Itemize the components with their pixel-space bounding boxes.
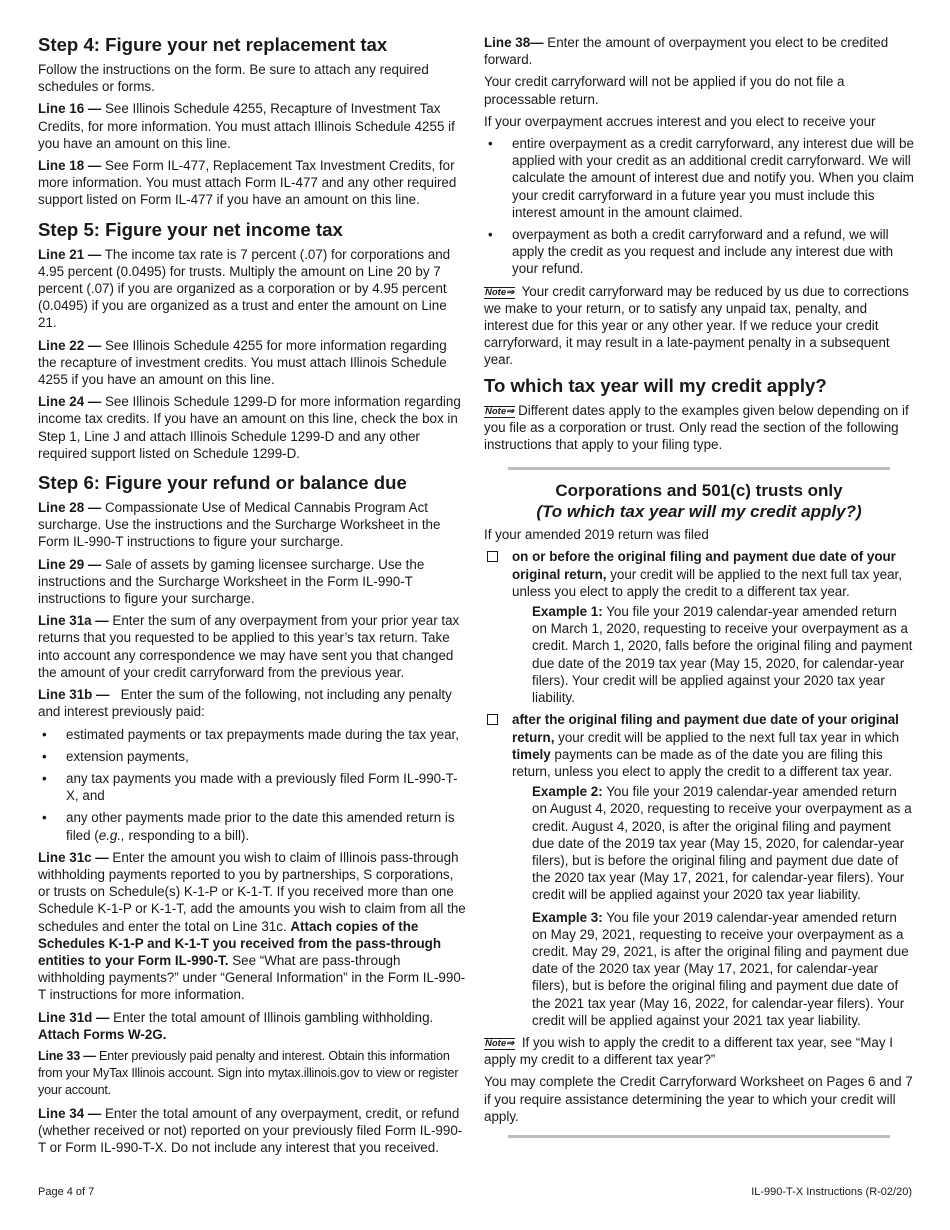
line34-text: Enter the total amount of any overpayment, credit, or refund (whether received or not) reported on your previously filed Form IL-990-T or Form IL-990-T-X. Do not include any interest that you received.	[38, 1105, 463, 1155]
line31d-label: Line 31d —	[38, 1009, 110, 1025]
note-label: Note	[485, 1037, 507, 1049]
step5-heading: Step 5: Figure your net income tax	[38, 218, 343, 240]
note3-paragraph	[484, 1034, 914, 1068]
line34-paragraph	[38, 1105, 466, 1157]
example1-text: You file your 2019 calendar-year amended return on March 1, 2020, requesting to receive your overpayment as a credit. March 1, 2020, falls before the original filing and payment due date of the 2019 tax year (May 15, 2020, for calendar-year filers). Your credit will be applied against your 2020 tax year liability.	[532, 604, 913, 706]
line31c-bold: Attach copies of the Schedules K-1-P and K-1-T you received from the pass-through entities to your Form IL-990-T.	[38, 918, 442, 968]
note2-paragraph	[484, 402, 914, 454]
line24-paragraph	[38, 393, 466, 462]
example2-text: You file your 2019 calendar-year amended return on August 4, 2020, requesting to receive your overpayment as a credit. August 4, 2020, is after the original filing and payment due date of the 2019 tax year (May 15, 2020, for calendar-year filers), but is before the original filing and payment due date of the 2020 tax year (May 17, 2021, for calendar-year filers). Your credit will be applied against your 2020 tax year liability.	[532, 784, 912, 903]
interest-list	[484, 135, 914, 278]
line29-text: Sale of assets by gaming licensee surcharge. Use the instructions and the Surcharge Worksheet in the Form IL-990-T instructions to figure your surcharge.	[38, 556, 425, 607]
line31a-paragraph	[38, 612, 466, 681]
page-number: Page 4 of 7	[38, 1186, 95, 1198]
line22-label: Line 22 —	[38, 337, 102, 353]
example1-label: Example 1:	[532, 604, 603, 620]
line21-paragraph	[38, 246, 466, 332]
line16-paragraph	[38, 100, 466, 152]
line29-label: Line 29 —	[38, 556, 102, 572]
list-item	[484, 548, 914, 706]
line31a-label: Line 31a —	[38, 613, 109, 629]
option1-bold: on or before the original filing and payment due date of your original return,	[512, 549, 896, 582]
line38-paragraph	[484, 34, 914, 68]
interest-intro: If your overpayment accrues interest and you elect to receive your	[484, 113, 876, 129]
list-item: • estimated payments or tax prepayments made during the tax year,	[38, 726, 466, 743]
line31d-text: Enter the total amount of Illinois gambling withholding.	[109, 1009, 434, 1025]
which-year-heading: To which tax year will my credit apply?	[484, 374, 827, 396]
step4-intro: Follow the instructions on the form. Be sure to attach any required schedules or forms.	[38, 62, 429, 95]
line18-text: See Form IL-477, Replacement Tax Investment Credits, for more information. You must attach Form IL-477 and any other required support listed on Form IL-477 if you have an amount on this line.	[38, 158, 457, 208]
example-2	[532, 783, 914, 903]
section-divider-bottom	[508, 1135, 890, 1138]
example-1	[532, 603, 914, 706]
filing-options	[484, 548, 914, 1028]
section-subtitle: (To which tax year will my credit apply?)	[536, 502, 862, 522]
line21-label: Line 21 —	[38, 246, 102, 262]
line38-text: Enter the amount of overpayment you elect to be credited forward.	[484, 35, 889, 68]
line31c-label: Line 31c —	[38, 849, 109, 865]
line16-label: Line 16 —	[38, 101, 102, 117]
note2-text: Different dates apply to the examples given below depending on if you file as a corporation or trust. Only read the section of the following instructions that apply to your filing type.	[484, 402, 909, 453]
checkbox-icon	[487, 714, 498, 725]
line34-label: Line 34 —	[38, 1105, 102, 1121]
line31b-label: Line 31b —	[38, 687, 110, 703]
list-item: • overpayment as both a credit carryforward and a refund, we will apply the credit as you request and include any interest due with your refund.	[484, 226, 914, 278]
line31b-list	[38, 726, 466, 844]
filed-intro: If your amended 2019 return was filed	[484, 527, 709, 543]
option2-text: your credit will be applied to the next full tax year in which	[554, 729, 900, 745]
note-label: Note	[485, 405, 507, 417]
line18-paragraph	[38, 157, 466, 209]
right-column	[484, 34, 914, 1138]
section-divider-top	[508, 467, 890, 470]
option2-bold: after the original filing and payment due date of your original return,	[512, 712, 899, 745]
checkbox-icon	[487, 551, 498, 562]
example2-label: Example 2:	[532, 784, 603, 800]
note-icon: Note⇒	[485, 405, 515, 417]
form-identifier: IL-990-T-X Instructions (R-02/20)	[751, 1186, 912, 1198]
line33-paragraph	[38, 1048, 466, 1100]
section-title: Corporations and 501(c) trusts only	[555, 481, 843, 501]
example3-label: Example 3:	[532, 909, 603, 925]
line33-label: Line 33 —	[38, 1048, 96, 1063]
note-icon: Note⇒	[485, 286, 515, 298]
option1-text: your credit will be applied to the next full tax year, unless you elect to apply the credit to a different tax year.	[512, 566, 902, 599]
bullet4-text-end: responding to a bill).	[124, 827, 250, 843]
note-icon: Note⇒	[485, 1037, 515, 1049]
step6-heading: Step 6: Figure your refund or balance due	[38, 472, 407, 494]
note1-text: Your credit carryforward may be reduced by us due to corrections we make to your return, or to satisfy any unpaid tax, penalty, and interest due for this year or any other year. If we reduce your credit carryforward, it may result in a late-payment penalty in a subsequent year.	[484, 283, 909, 368]
note1-paragraph	[484, 283, 914, 369]
line31c-text: Enter the amount you wish to claim of Illinois pass-through withholding payments reported to you by partnerships, S corporations, or trusts on Schedule(s) K-1-P or K-1-T. If you received more than one Schedule K-1-P or K-1-T, add the amounts you wish to claim from all the schedules and enter the total on Line 31c.	[38, 849, 466, 934]
line28-text: Compassionate Use of Medical Cannabis Program Act surcharge. Use the instructions and the Surcharge Worksheet in the Form IL-990-T instructions to figure your surcharge.	[38, 500, 441, 550]
left-column	[38, 34, 466, 1161]
line31a-text: Enter the sum of any overpayment from your prior year tax returns that you requested to be applied to this year’s tax return. Take into account any correspondence we may have sent you that changed the amount of your credit carryforward from the previous year.	[38, 613, 460, 680]
list-item: • entire overpayment as a credit carryforward, any interest due will be applied with your credit as an additional credit carryforward. We will calculate the amount of interest due and notify you. When you claim your credit carryforward in a future year you must include this interest amount in the amount claimed.	[484, 135, 914, 221]
step4-heading: Step 4: Figure your net replacement tax	[38, 34, 388, 55]
example3-text: You file your 2019 calendar-year amended return on May 29, 2021, requesting to receive your overpayment as a credit. May 29, 2021, is after the original filing and payment due date of the 2020 tax year (May 17, 2021, for calendar-year filers), but is before the original filing and payment due date of the 2021 tax year (May 16, 2022, for calendar-year filers). Your credit will be applied against your 2021 tax year liability.	[532, 909, 909, 1028]
line24-text: See Illinois Schedule 1299-D for more information regarding income tax credits. If you have an amount on this line, check the box in Step 1, Line J and attach Illinois Schedule 1299-D and any other required support listed on Schedule 1299-D.	[38, 394, 461, 461]
list-item: • any tax payments you made with a previously filed Form IL-990-T-X, and	[38, 770, 466, 804]
line31c-paragraph	[38, 849, 466, 1004]
line31c-text2: See “What are pass-through withholding payments?” under “General Information” in the Form IL-990-T instructions for more information.	[38, 952, 466, 1003]
option2-text-end: payments can be made as of the date you are filing this return, unless you elect to apply the credit to a different tax year.	[512, 746, 893, 779]
note-label: Note	[485, 286, 507, 298]
line33-text: Enter previously paid penalty and interest. Obtain this information from your MyTax Illinois account. Sign into mytax.illinois.gov to view or register your account.	[38, 1048, 459, 1098]
carryforward-note: Your credit carryforward will not be applied if you do not file a processable return.	[484, 74, 845, 107]
bullet4-text: any other payments made prior to the date this amended return is filed (	[66, 810, 455, 843]
list-item: • extension payments,	[38, 748, 466, 765]
line38-label: Line 38—	[484, 35, 544, 50]
worksheet-paragraph: You may complete the Credit Carryforward Worksheet on Pages 6 and 7 if you require assistance determining the year to which your credit will apply.	[484, 1074, 913, 1124]
line29-paragraph	[38, 556, 466, 608]
list-item	[38, 809, 466, 843]
example-3	[532, 909, 914, 1029]
option2-timely: timely	[512, 746, 551, 762]
line31d-bold: Attach Forms W-2G.	[38, 1026, 167, 1042]
line22-paragraph	[38, 337, 466, 389]
bullet4-italic: e.g.,	[98, 827, 125, 843]
line24-label: Line 24 —	[38, 394, 102, 410]
line28-label: Line 28 —	[38, 500, 102, 516]
line22-text: See Illinois Schedule 4255 for more information regarding the recapture of investment credits. You must attach Illinois Schedule 4255 if you have an amount on this line.	[38, 337, 447, 388]
line21-text: The income tax rate is 7 percent (.07) for corporations and 4.95 percent (0.0495) for trusts. Multiply the amount on Line 20 by 7 percent (.07) if you are organized as a corporation or by 4.95 percent (0.0495) if you are organized as a trust and enter the amount on Line 21.	[38, 246, 451, 331]
line31d-paragraph	[38, 1009, 466, 1043]
line28-paragraph	[38, 499, 466, 551]
line31b-paragraph	[38, 686, 466, 720]
list-item	[484, 711, 914, 1029]
line18-label: Line 18 —	[38, 158, 102, 174]
line31b-text: Enter the sum of the following, not including any penalty and interest previously paid:	[38, 687, 456, 720]
line16-text: See Illinois Schedule 4255, Recapture of Investment Tax Credits, for more information. You must attach Illinois Schedule 4255 if you have an amount on this line.	[38, 101, 455, 151]
note3-text: If you wish to apply the credit to a different tax year, see “May I apply my credit to a different tax year?”	[484, 1034, 893, 1068]
